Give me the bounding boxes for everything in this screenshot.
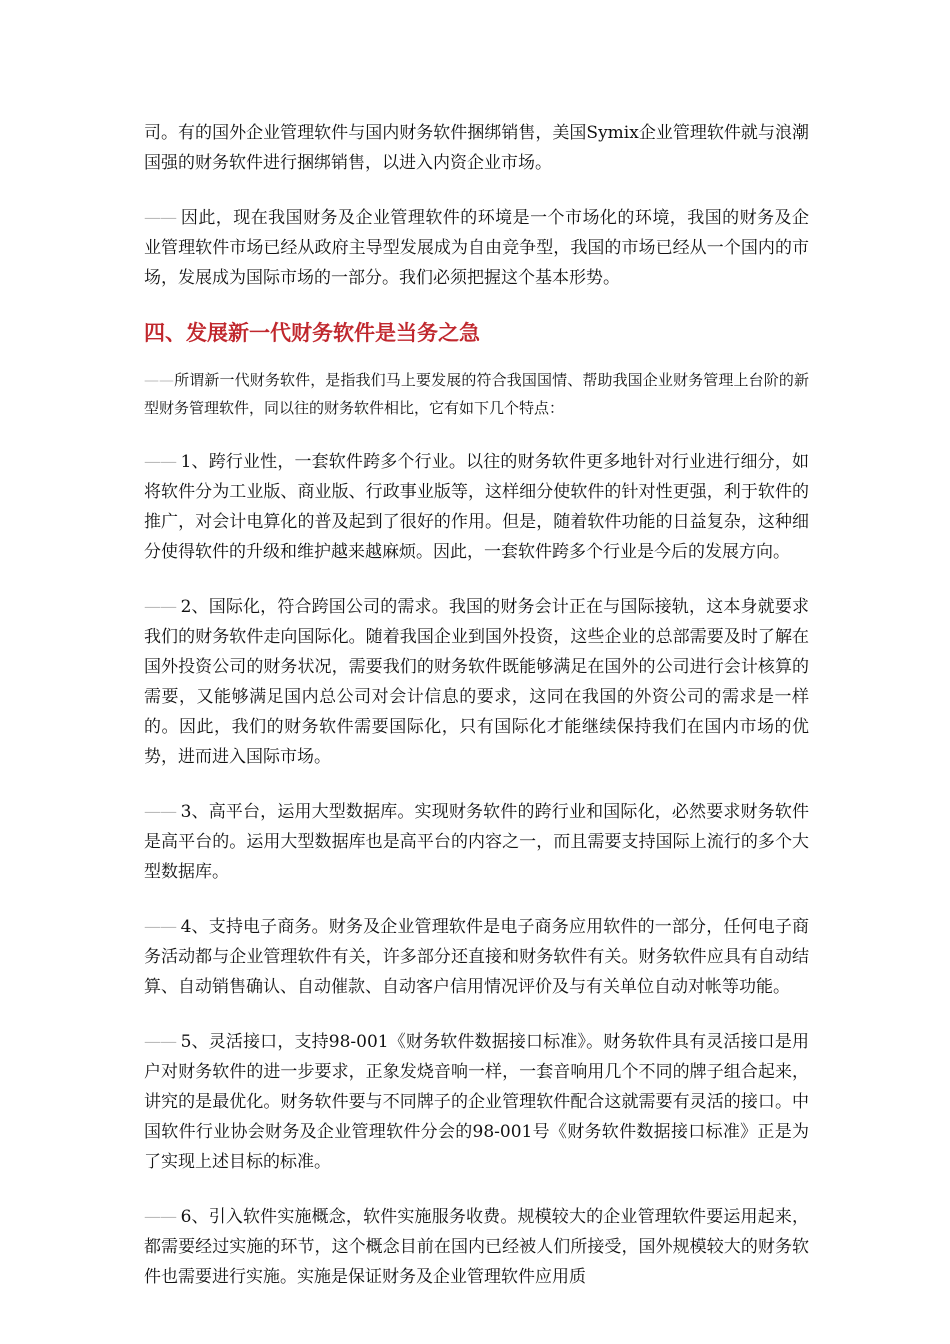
document-page	[144, 118, 809, 1317]
feature-text: 5、灵活接口，支持98-001《财务软件数据接口标准》。财务软件具有灵活接口是用户对财务软件的进一步要求，正象发烧音响一样，一套音响用几个不同的牌子组合起来，讲究的是最优化。财务软件要与不同牌子的企业管理软件配合这就需要有灵活的接口。中国软件行业协会财务及企业管理软件分会的98-001号《财务软件数据接口标准》正是为了实现上述目标的标准。	[144, 1032, 809, 1172]
intro-text: 所谓新一代财务软件，是指我们马上要发展的符合我国国情、帮助我国企业财务管理上台阶的新型财务管理软件，同以往的财务软件相比，它有如下几个特点：	[144, 371, 809, 417]
paragraph-market-environment	[144, 203, 809, 293]
feature-item-5	[144, 1027, 809, 1177]
indent-dash: ——	[144, 1032, 181, 1052]
indent-dash: ——	[144, 1207, 181, 1227]
indent-dash: ——	[144, 208, 181, 228]
paragraph-continuation: 司。有的国外企业管理软件与国内财务软件捆绑销售，美国Symix企业管理软件就与浪潮国强的财务软件进行捆绑销售，以进入内资企业市场。	[144, 123, 809, 173]
feature-item-1	[144, 447, 809, 567]
indent-dash: ——	[144, 452, 181, 472]
indent-dash: ——	[144, 597, 181, 617]
feature-item-2	[144, 592, 809, 772]
indent-dash: ——	[144, 917, 181, 937]
indent-dash: ——	[144, 371, 174, 389]
feature-text: 3、高平台，运用大型数据库。实现财务软件的跨行业和国际化，必然要求财务软件是高平台的。运用大型数据库也是高平台的内容之一，而且需要支持国际上流行的多个大型数据库。	[144, 802, 809, 882]
paragraph-text: 因此，现在我国财务及企业管理软件的环境是一个市场化的环境，我国的财务及企业管理软件市场已经从政府主导型发展成为自由竞争型，我国的市场已经从一个国内的市场，发展成为国际市场的一部分。我们必须把握这个基本形势。	[144, 208, 810, 288]
indent-dash: ——	[144, 802, 181, 822]
feature-text: 4、支持电子商务。财务及企业管理软件是电子商务应用软件的一部分，任何电子商务活动都与企业管理软件有关，许多部分还直接和财务软件有关。财务软件应具有自动结算、自动销售确认、自动催款、自动客户信用情况评价及与有关单位自动对帐等功能。	[144, 917, 809, 997]
feature-text: 1、跨行业性，一套软件跨多个行业。以往的财务软件更多地针对行业进行细分，如将软件分为工业版、商业版、行政事业版等，这样细分使软件的针对性更强，利于软件的推广，对会计电算化的普及起到了很好的作用。但是，随着软件功能的日益复杂，这种细分使得软件的升级和维护越来越麻烦。因此，一套软件跨多个行业是今后的发展方向。	[144, 452, 809, 562]
feature-item-4	[144, 912, 809, 1002]
feature-item-3	[144, 797, 809, 887]
section-heading: 四、发展新一代财务软件是当务之急	[144, 321, 480, 345]
section-intro	[144, 366, 809, 422]
feature-text: 6、引入软件实施概念，软件实施服务收费。规模较大的企业管理软件要运用起来，都需要经过实施的环节，这个概念目前在国内已经被人们所接受，国外规模较大的财务软件也需要进行实施。实施是保证财务及企业管理软件应用质	[144, 1207, 809, 1287]
feature-item-6	[144, 1202, 809, 1292]
feature-text: 2、国际化，符合跨国公司的需求。我国的财务会计正在与国际接轨，这本身就要求我们的财务软件走向国际化。随着我国企业到国外投资，这些企业的总部需要及时了解在国外投资公司的财务状况，需要我们的财务软件既能够满足在国外的公司进行会计核算的需要，又能够满足国内总公司对会计信息的要求，这同在我国的外资公司的需求是一样的。因此，我们的财务软件需要国际化，只有国际化才能继续保持我们在国内市场的优势，进而进入国际市场。	[144, 597, 809, 767]
